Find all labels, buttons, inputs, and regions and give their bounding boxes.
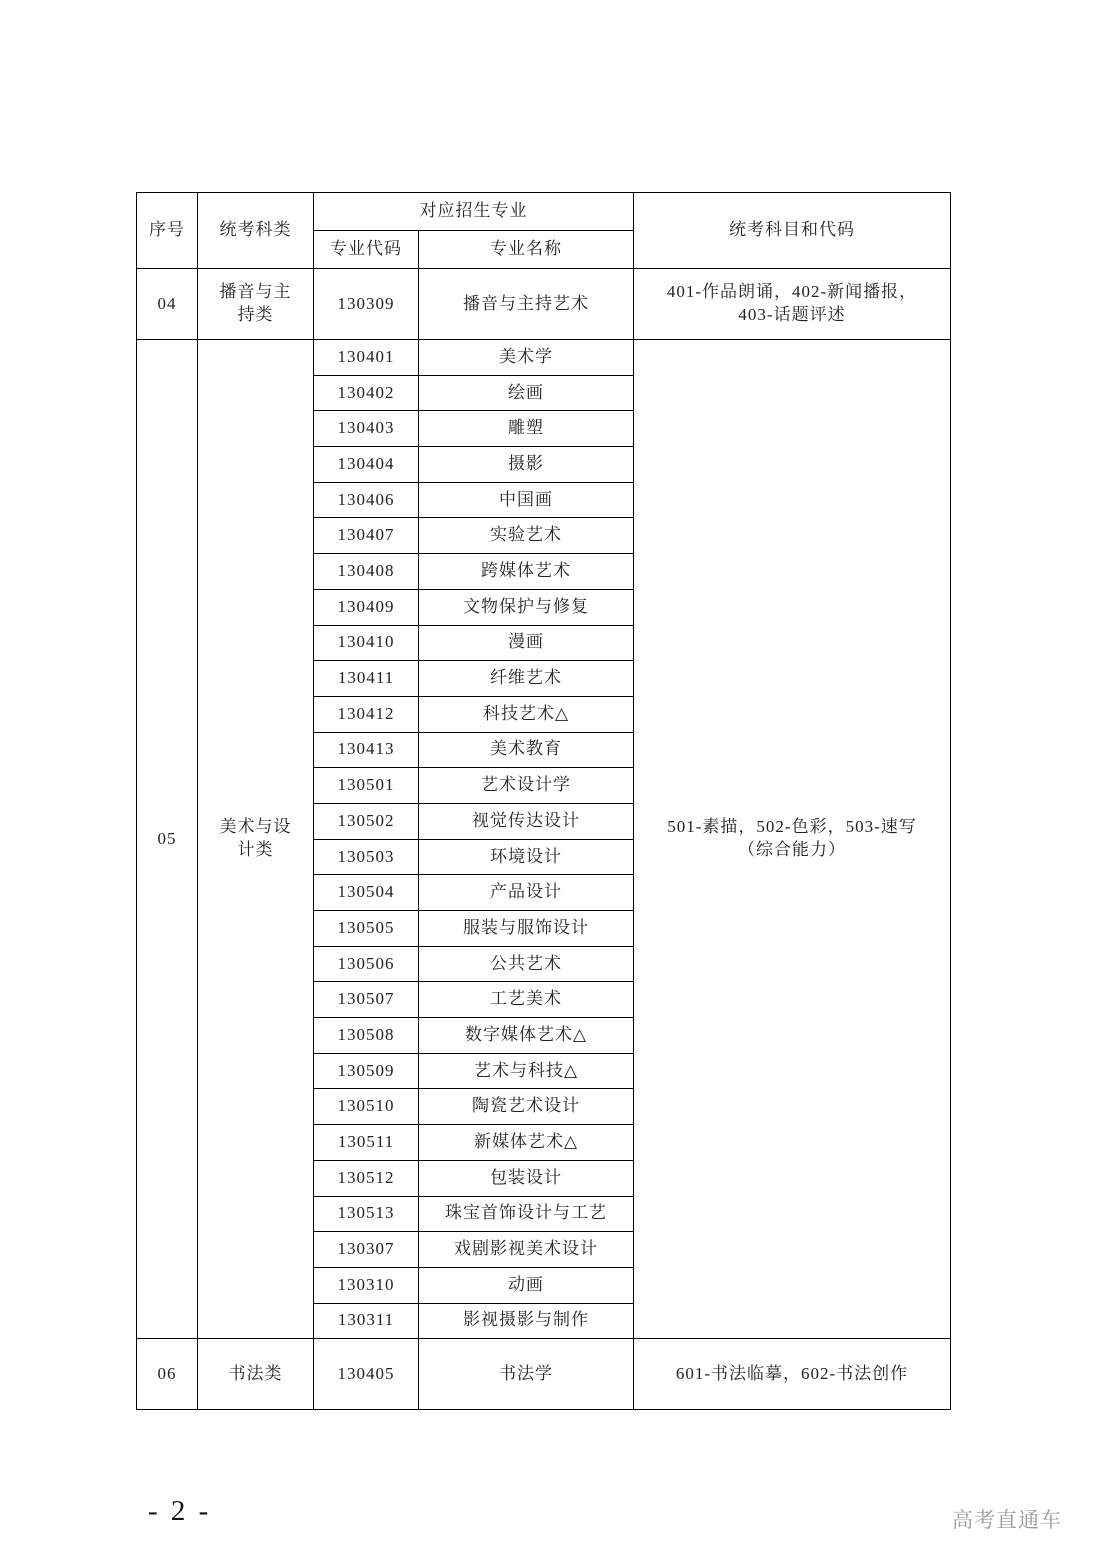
table-row <box>137 269 951 340</box>
cell-major-code: 130413 <box>314 732 419 768</box>
header-exam-subjects: 统考科目和代码 <box>634 193 951 269</box>
cell-exam-subjects <box>634 269 951 340</box>
cell-major-code: 130502 <box>314 803 419 839</box>
header-category: 统考科类 <box>198 193 314 269</box>
cell-exam-subjects <box>634 340 951 1339</box>
exam-line-1: 401-作品朗诵，402-新闻播报， <box>666 282 918 302</box>
table-body <box>137 269 951 1410</box>
cell-major-name: 影视摄影与制作 <box>419 1303 634 1339</box>
header-seq: 序号 <box>137 193 198 269</box>
cell-major-name: 动画 <box>419 1267 634 1303</box>
cell-major-code: 130505 <box>314 911 419 947</box>
cell-major-code: 130404 <box>314 447 419 483</box>
cell-major-code: 130506 <box>314 946 419 982</box>
category-line-2: 持类 <box>237 305 274 324</box>
cell-major-name: 中国画 <box>419 482 634 518</box>
watermark-label: 高考直通车 <box>952 1509 1062 1532</box>
cell-major-code: 130402 <box>314 375 419 411</box>
category-line-1: 播音与主 <box>219 282 292 302</box>
cell-sequence-number: 04 <box>137 269 198 340</box>
cell-major-name: 漫画 <box>419 625 634 661</box>
cell-major-name: 文物保护与修复 <box>419 589 634 625</box>
cell-major-name: 公共艺术 <box>419 946 634 982</box>
cell-exam-category <box>198 340 314 1339</box>
cell-major-name: 艺术与科技△ <box>419 1053 634 1089</box>
cell-major-name: 数字媒体艺术△ <box>419 1018 634 1054</box>
cell-major-name: 美术教育 <box>419 732 634 768</box>
cell-major-name: 书法学 <box>419 1339 634 1410</box>
cell-major-code: 130509 <box>314 1053 419 1089</box>
header-majors-group: 对应招生专业 <box>314 193 634 231</box>
cell-major-name: 珠宝首饰设计与工艺 <box>419 1196 634 1232</box>
cell-exam-subjects <box>634 1339 951 1410</box>
cell-major-name: 陶瓷艺术设计 <box>419 1089 634 1125</box>
cell-major-code: 130501 <box>314 768 419 804</box>
category-line-1: 书法类 <box>228 1363 283 1383</box>
cell-major-name: 摄影 <box>419 447 634 483</box>
header-major-code: 专业代码 <box>314 231 419 269</box>
cell-major-code: 130508 <box>314 1018 419 1054</box>
cell-major-code: 130407 <box>314 518 419 554</box>
cell-major-code: 130403 <box>314 411 419 447</box>
art-subject-table <box>136 192 951 1410</box>
cell-major-code: 130406 <box>314 482 419 518</box>
cell-exam-category <box>198 1339 314 1410</box>
exam-line-2: 403-话题评述 <box>738 305 846 324</box>
cell-major-code: 130503 <box>314 839 419 875</box>
cell-major-code: 130408 <box>314 554 419 590</box>
cell-major-name: 科技艺术△ <box>419 696 634 732</box>
cell-major-code: 130309 <box>314 269 419 340</box>
cell-major-name: 新媒体艺术△ <box>419 1125 634 1161</box>
cell-major-code: 130405 <box>314 1339 419 1410</box>
cell-major-code: 130510 <box>314 1089 419 1125</box>
cell-major-code: 130504 <box>314 875 419 911</box>
cell-major-name: 戏剧影视美术设计 <box>419 1232 634 1268</box>
cell-major-code: 130511 <box>314 1125 419 1161</box>
page-number: - 2 - <box>148 1495 212 1527</box>
header-major-name: 专业名称 <box>419 231 634 269</box>
exam-line-2: （综合能力） <box>738 840 846 860</box>
cell-major-name: 服装与服饰设计 <box>419 911 634 947</box>
cell-major-name: 包装设计 <box>419 1160 634 1196</box>
cell-major-name: 雕塑 <box>419 411 634 447</box>
cell-major-name: 工艺美术 <box>419 982 634 1018</box>
cell-sequence-number: 05 <box>137 340 198 1339</box>
cell-major-name: 绘画 <box>419 375 634 411</box>
cell-major-name: 产品设计 <box>419 875 634 911</box>
cell-major-name: 环境设计 <box>419 839 634 875</box>
cell-sequence-number: 06 <box>137 1339 198 1410</box>
cell-major-code: 130410 <box>314 625 419 661</box>
cell-major-name: 视觉传达设计 <box>419 803 634 839</box>
cell-major-code: 130401 <box>314 340 419 376</box>
cell-major-code: 130307 <box>314 1232 419 1268</box>
table-row <box>137 340 951 376</box>
cell-major-code: 130411 <box>314 661 419 697</box>
cell-major-name: 美术学 <box>419 340 634 376</box>
cell-major-code: 130311 <box>314 1303 419 1339</box>
cell-major-code: 130412 <box>314 696 419 732</box>
cell-major-code: 130507 <box>314 982 419 1018</box>
cell-major-code: 130409 <box>314 589 419 625</box>
cell-major-code: 130513 <box>314 1196 419 1232</box>
cell-exam-category <box>198 269 314 340</box>
cell-major-name: 播音与主持艺术 <box>419 269 634 340</box>
category-line-2: 计类 <box>237 840 274 860</box>
exam-line-1: 501-素描，502-色彩，503-速写 <box>667 817 917 837</box>
table-row <box>137 1339 951 1410</box>
cell-major-name: 纤维艺术 <box>419 661 634 697</box>
exam-line-1: 601-书法临摹，602-书法创作 <box>675 1363 909 1383</box>
cell-major-name: 跨媒体艺术 <box>419 554 634 590</box>
cell-major-code: 130512 <box>314 1160 419 1196</box>
cell-major-name: 实验艺术 <box>419 518 634 554</box>
category-line-1: 美术与设 <box>219 817 292 837</box>
cell-major-code: 130310 <box>314 1267 419 1303</box>
table-header <box>137 193 951 269</box>
table-header-row-1 <box>137 193 951 231</box>
cell-major-name: 艺术设计学 <box>419 768 634 804</box>
